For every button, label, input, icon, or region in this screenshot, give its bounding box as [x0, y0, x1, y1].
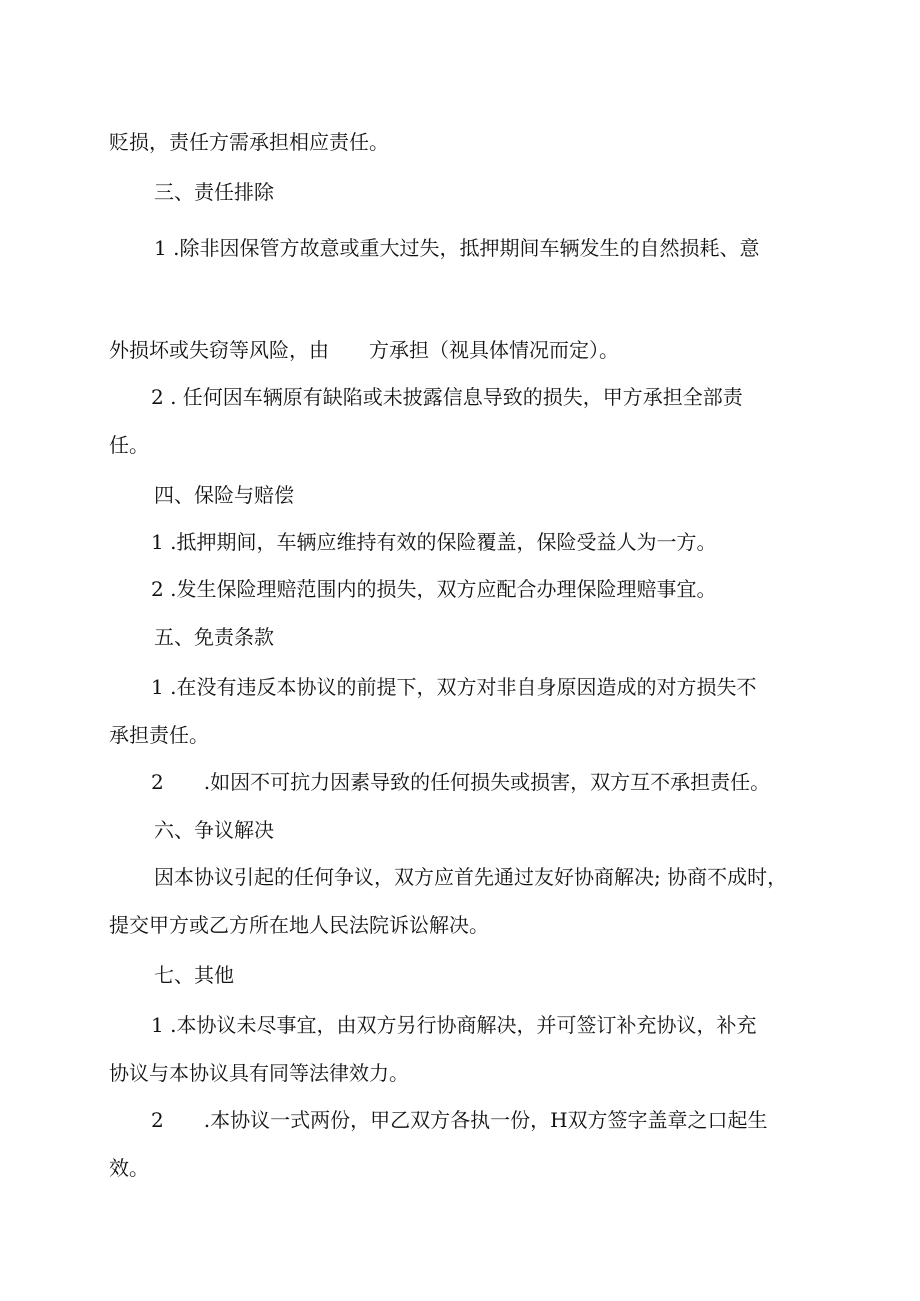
section-heading-insurance: 四、保险与赔偿 [154, 483, 294, 507]
clause-text: 外损坏或失窃等风险，由 方承担（视具体情况而定）。 [109, 338, 619, 362]
section-heading-liability-exclusion: 三、责任排除 [154, 180, 274, 204]
clause-text: 1 .在没有违反本协议的前提下，双方对非自身原因造成的对方损失不 [151, 675, 757, 699]
clause-text: 协议与本协议具有同等法律效力。 [109, 1061, 409, 1085]
clause-text: 1 .除非因保管方故意或重大过失，抵押期间车辆发生的自然损耗、意 [154, 236, 760, 260]
clause-text: 2 . 任何因车辆原有缺陷或未披露信息导致的损失，甲方承担全部责 [151, 385, 743, 409]
clause-text: 任。 [109, 433, 149, 457]
clause-text: 2 .本协议一式两份，甲乙双方各执一份，H双方签字盖章之口起生 [151, 1108, 768, 1132]
paragraph-continuation: 贬损，责任方需承担相应责任。 [109, 130, 389, 154]
clause-text: 1 .抵押期间，车辆应维持有效的保险覆盖，保险受益人为一方。 [151, 530, 717, 554]
section-heading-disclaimer: 五、免责条款 [154, 625, 274, 649]
clause-text: 2 .如因不可抗力因素导致的任何损失或损害，双方互不承担责任。 [151, 770, 771, 794]
clause-text: 承担责任。 [109, 723, 209, 747]
clause-text: 2 .发生保险理赔范围内的损失，双方应配合办理保险理赔事宜。 [151, 577, 717, 601]
clause-text: 因本协议引起的任何争议，双方应首先通过友好协商解决; 协商不成时， [154, 865, 788, 889]
clause-text: 提交甲方或乙方所在地人民法院诉讼解决。 [109, 913, 489, 937]
section-heading-other: 七、其他 [154, 963, 234, 987]
clause-text: 1 .本协议未尽事宜，由双方另行协商解决，并可签订补充协议，补充 [151, 1013, 757, 1037]
clause-text: 效。 [109, 1156, 149, 1180]
section-heading-dispute-resolution: 六、争议解决 [154, 818, 274, 842]
